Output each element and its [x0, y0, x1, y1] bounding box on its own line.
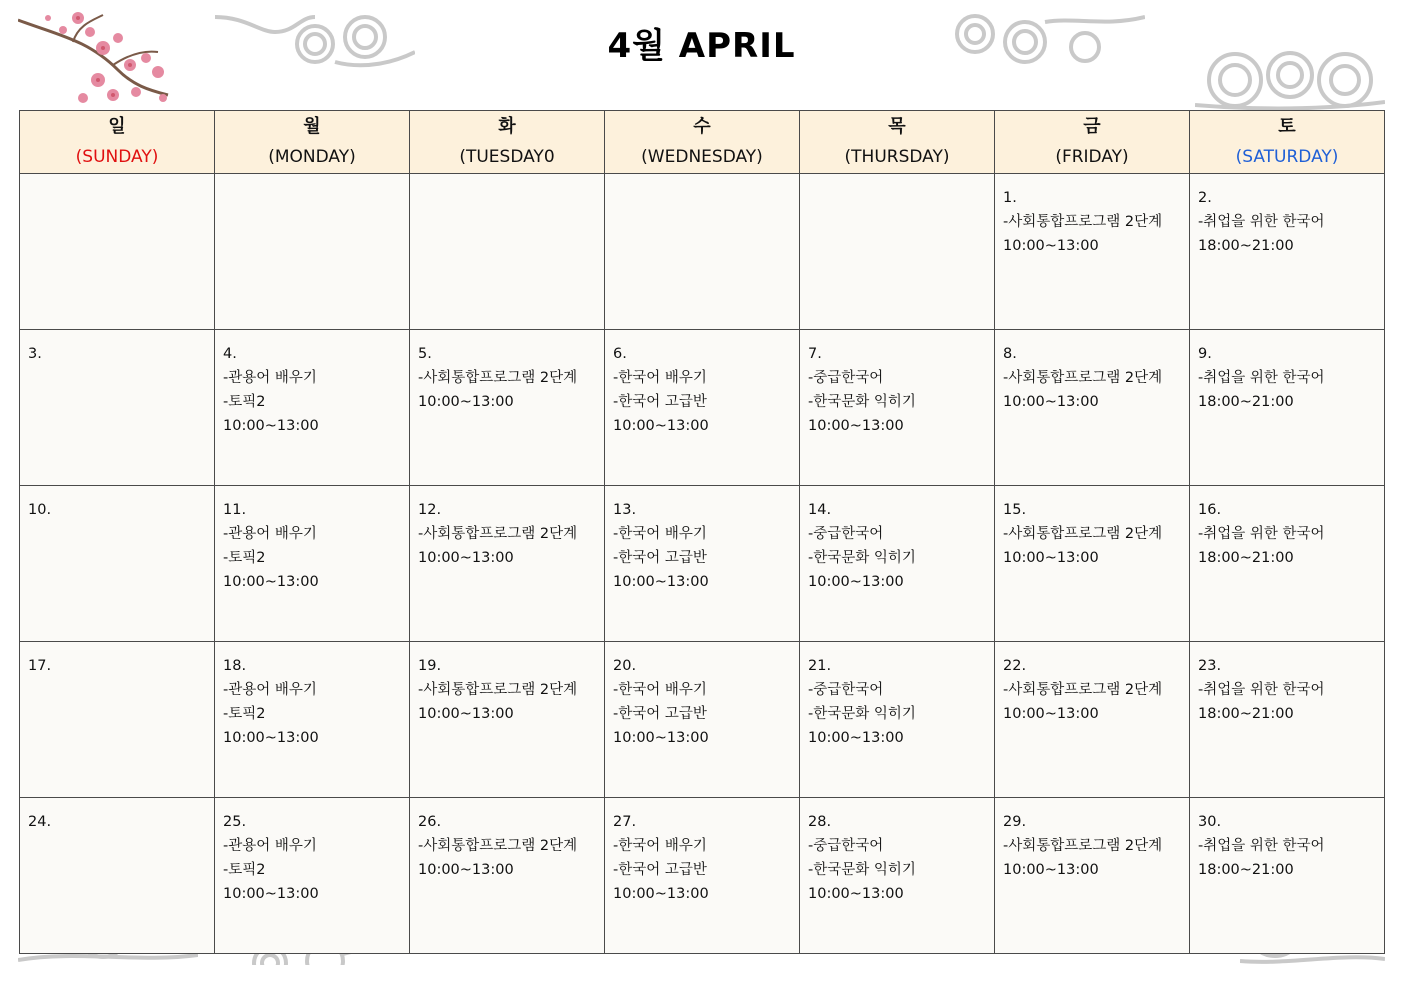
calendar-day-cell — [1190, 642, 1385, 798]
weekday-en: (FRIDAY) — [1055, 147, 1129, 167]
event-line: 18:00~21:00 — [1198, 862, 1294, 878]
event-line: -관용어 배우기 — [223, 838, 317, 854]
weekday-ko: 일 — [108, 116, 126, 137]
event-line: -한국어 고급반 — [613, 550, 707, 566]
day-number: 16. — [1198, 502, 1222, 518]
calendar-day-cell — [800, 330, 995, 486]
event-line: -토픽2 — [223, 706, 266, 722]
event-line: 10:00~13:00 — [613, 574, 709, 590]
event-line: 10:00~13:00 — [223, 574, 319, 590]
day-number: 7. — [808, 346, 822, 362]
day-number: 23. — [1198, 658, 1222, 674]
event-line: -사회통합프로그램 2단계 — [418, 370, 578, 386]
event-line: -토픽2 — [223, 862, 266, 878]
calendar-day-cell — [410, 330, 605, 486]
event-line: -한국어 고급반 — [613, 706, 707, 722]
event-line: -한국문화 익히기 — [808, 394, 916, 410]
calendar-day-cell — [20, 642, 215, 798]
day-number: 10. — [28, 502, 52, 518]
event-line: 10:00~13:00 — [613, 730, 709, 746]
calendar-day-cell — [605, 486, 800, 642]
day-number: 21. — [808, 658, 832, 674]
weekday-ko: 금 — [1083, 116, 1101, 137]
event-line: -중급한국어 — [808, 838, 884, 854]
calendar-day-cell — [995, 798, 1190, 954]
day-number: 18. — [223, 658, 247, 674]
event-line: 10:00~13:00 — [1003, 862, 1099, 878]
weekday-ko: 화 — [498, 116, 516, 137]
event-line: -한국어 고급반 — [613, 862, 707, 878]
event-line: -취업을 위한 한국어 — [1198, 838, 1325, 854]
calendar-day-cell — [800, 798, 995, 954]
event-line: -취업을 위한 한국어 — [1198, 214, 1325, 230]
event-line: -한국어 고급반 — [613, 394, 707, 410]
event-line: 10:00~13:00 — [418, 394, 514, 410]
day-number: 2. — [1198, 190, 1212, 206]
event-line: 10:00~13:00 — [808, 574, 904, 590]
event-line: -사회통합프로그램 2단계 — [1003, 838, 1163, 854]
event-line: 10:00~13:00 — [223, 886, 319, 902]
event-line: 18:00~21:00 — [1198, 394, 1294, 410]
calendar-day-cell — [410, 642, 605, 798]
event-line: -취업을 위한 한국어 — [1198, 526, 1325, 542]
event-line: -사회통합프로그램 2단계 — [418, 526, 578, 542]
day-number: 17. — [28, 658, 52, 674]
event-line: -중급한국어 — [808, 682, 884, 698]
calendar-day-cell — [1190, 174, 1385, 330]
calendar-day-cell — [605, 330, 800, 486]
event-line: 18:00~21:00 — [1198, 238, 1294, 254]
event-line: 10:00~13:00 — [418, 550, 514, 566]
weekday-en: (TUESDAY0 — [459, 147, 555, 167]
event-line: 10:00~13:00 — [808, 730, 904, 746]
calendar-body — [20, 174, 1385, 954]
page-title: 4월 APRIL — [607, 26, 796, 66]
event-line: 10:00~13:00 — [223, 418, 319, 434]
weekday-header-wednesday — [605, 111, 800, 174]
event-line: -사회통합프로그램 2단계 — [1003, 214, 1163, 230]
day-number: 1. — [1003, 190, 1017, 206]
weekday-ko: 토 — [1278, 116, 1296, 137]
event-line: -취업을 위한 한국어 — [1198, 370, 1325, 386]
event-line: 10:00~13:00 — [808, 418, 904, 434]
calendar-day-cell — [800, 642, 995, 798]
day-number: 22. — [1003, 658, 1027, 674]
event-line: -취업을 위한 한국어 — [1198, 682, 1325, 698]
weekday-en: (SATURDAY) — [1235, 147, 1339, 167]
event-line: 10:00~13:00 — [613, 886, 709, 902]
event-line: -한국문화 익히기 — [808, 706, 916, 722]
event-line: 10:00~13:00 — [613, 418, 709, 434]
day-number: 13. — [613, 502, 637, 518]
calendar-day-cell — [20, 798, 215, 954]
event-line: 10:00~13:00 — [418, 862, 514, 878]
calendar-day-cell — [995, 174, 1190, 330]
calendar-day-cell — [215, 642, 410, 798]
weekday-header-saturday — [1190, 111, 1385, 174]
calendar-empty-cell — [410, 174, 605, 330]
weekday-en: (SUNDAY) — [75, 147, 159, 167]
calendar-empty-cell — [215, 174, 410, 330]
weekday-en: (THURSDAY) — [844, 147, 950, 167]
event-line: -한국어 배우기 — [613, 838, 707, 854]
day-number: 8. — [1003, 346, 1017, 362]
day-number: 3. — [28, 346, 42, 362]
week-row — [20, 330, 1385, 486]
day-number: 9. — [1198, 346, 1212, 362]
day-number: 12. — [418, 502, 442, 518]
calendar-day-cell — [20, 330, 215, 486]
calendar-day-cell — [20, 486, 215, 642]
calendar-day-cell — [995, 642, 1190, 798]
calendar-day-cell — [995, 486, 1190, 642]
event-line: -사회통합프로그램 2단계 — [1003, 370, 1163, 386]
event-line: -사회통합프로그램 2단계 — [1003, 526, 1163, 542]
day-number: 4. — [223, 346, 237, 362]
event-line: 10:00~13:00 — [1003, 550, 1099, 566]
event-line: 10:00~13:00 — [223, 730, 319, 746]
calendar-day-cell — [995, 330, 1190, 486]
weekday-header-row — [20, 111, 1385, 174]
weekday-header-tuesday — [410, 111, 605, 174]
calendar-day-cell — [605, 642, 800, 798]
calendar-day-cell — [215, 330, 410, 486]
event-line: 10:00~13:00 — [1003, 394, 1099, 410]
event-line: -한국어 배우기 — [613, 682, 707, 698]
event-line: -한국문화 익히기 — [808, 862, 916, 878]
event-line: -사회통합프로그램 2단계 — [1003, 682, 1163, 698]
weekday-en: (MONDAY) — [268, 147, 356, 167]
calendar-day-cell — [800, 486, 995, 642]
day-number: 20. — [613, 658, 637, 674]
week-row — [20, 642, 1385, 798]
weekday-ko: 월 — [303, 116, 321, 137]
weekday-ko: 수 — [693, 116, 711, 137]
event-line: -한국어 배우기 — [613, 526, 707, 542]
calendar-day-cell — [410, 486, 605, 642]
day-number: 15. — [1003, 502, 1027, 518]
day-number: 29. — [1003, 814, 1027, 830]
weekday-header-friday — [995, 111, 1190, 174]
event-line: -토픽2 — [223, 394, 266, 410]
calendar-empty-cell — [605, 174, 800, 330]
week-row — [20, 798, 1385, 954]
event-line: -관용어 배우기 — [223, 682, 317, 698]
event-line: -사회통합프로그램 2단계 — [418, 838, 578, 854]
event-line: 18:00~21:00 — [1198, 706, 1294, 722]
calendar-day-cell — [605, 798, 800, 954]
event-line: -한국어 배우기 — [613, 370, 707, 386]
day-number: 11. — [223, 502, 247, 518]
event-line: 10:00~13:00 — [418, 706, 514, 722]
weekday-en: (WEDNESDAY) — [641, 147, 763, 167]
event-line: -토픽2 — [223, 550, 266, 566]
event-line: -중급한국어 — [808, 370, 884, 386]
day-number: 26. — [418, 814, 442, 830]
event-line: 10:00~13:00 — [1003, 706, 1099, 722]
calendar-day-cell — [215, 486, 410, 642]
calendar-day-cell — [215, 798, 410, 954]
day-number: 24. — [28, 814, 52, 830]
event-line: -관용어 배우기 — [223, 526, 317, 542]
calendar-empty-cell — [20, 174, 215, 330]
event-line: -사회통합프로그램 2단계 — [418, 682, 578, 698]
day-number: 14. — [808, 502, 832, 518]
event-line: 10:00~13:00 — [808, 886, 904, 902]
day-number: 27. — [613, 814, 637, 830]
weekday-ko: 목 — [888, 116, 906, 137]
day-number: 6. — [613, 346, 627, 362]
event-line: -관용어 배우기 — [223, 370, 317, 386]
calendar-day-cell — [1190, 798, 1385, 954]
calendar-day-cell — [410, 798, 605, 954]
weekday-header-sunday — [20, 111, 215, 174]
weekday-header-thursday — [800, 111, 995, 174]
event-line: -한국문화 익히기 — [808, 550, 916, 566]
weekday-header-monday — [215, 111, 410, 174]
calendar-empty-cell — [800, 174, 995, 330]
event-line: -중급한국어 — [808, 526, 884, 542]
week-row — [20, 174, 1385, 330]
week-row — [20, 486, 1385, 642]
day-number: 30. — [1198, 814, 1222, 830]
day-number: 25. — [223, 814, 247, 830]
event-line: 18:00~21:00 — [1198, 550, 1294, 566]
day-number: 19. — [418, 658, 442, 674]
event-line: 10:00~13:00 — [1003, 238, 1099, 254]
calendar-table — [19, 110, 1385, 954]
day-number: 5. — [418, 346, 432, 362]
day-number: 28. — [808, 814, 832, 830]
calendar-day-cell — [1190, 330, 1385, 486]
calendar-day-cell — [1190, 486, 1385, 642]
